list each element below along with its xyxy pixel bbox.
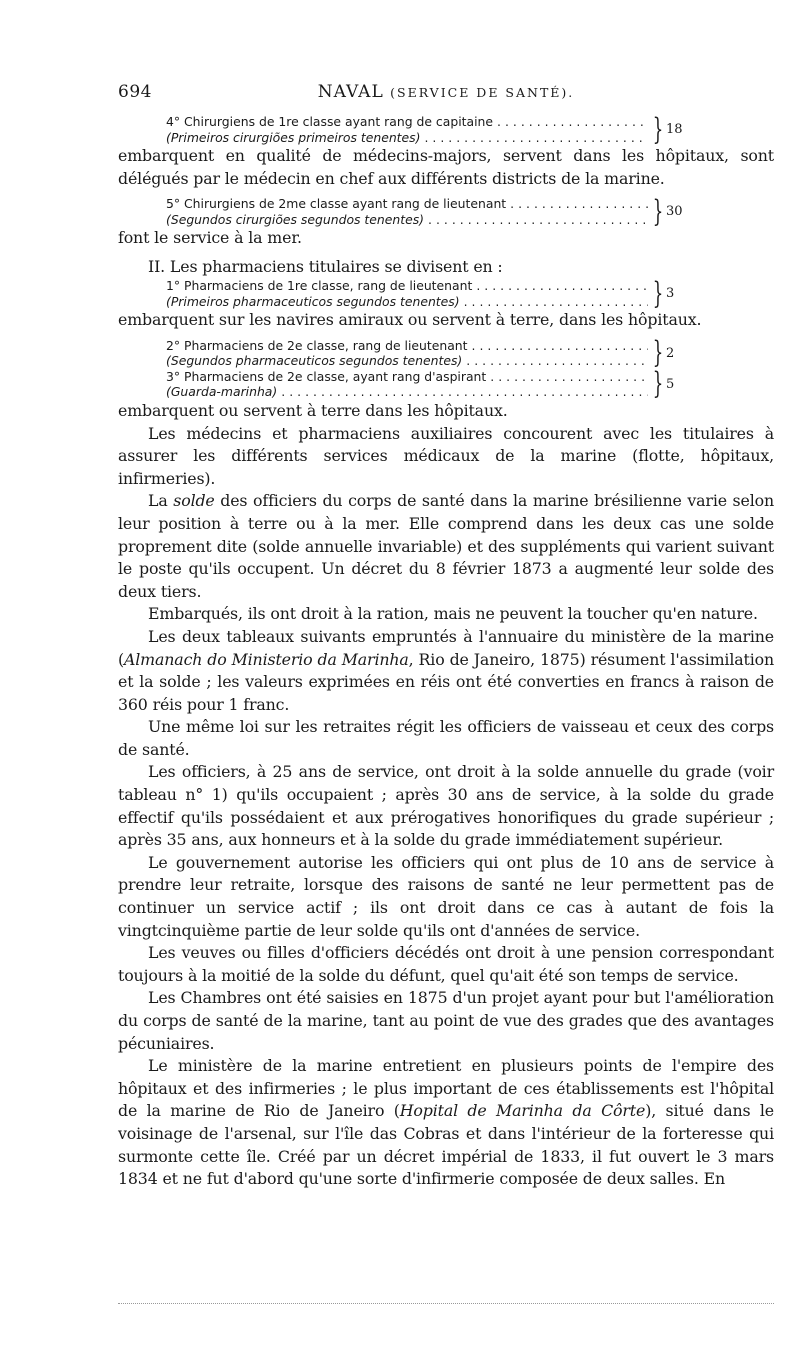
- paragraph: embarquent en qualité de médecins-majors, servent dans les hôpitaux, sont délégués par le médecin en chef aux différents districts de la marine.: [118, 146, 774, 188]
- rank-block-chirurgiens-1re: [166, 111, 774, 147]
- running-title-sub: (SERVICE DE SANTÉ).: [390, 85, 575, 100]
- text-run: Les deux tableaux suivants empruntés à l'annuaire du ministère de la marine (: [118, 626, 774, 669]
- emphasis: solde: [173, 491, 215, 511]
- paragraph: Les officiers, à 25 ans de service, ont droit à la solde annuelle du grade (voir tableau n° 1) qu'ils occupaient ; après 30 ans de service, à la solde du grade effectif qu'ils possédaient et aux prérogatives honorifiques du grade supérieur ; après 35 ans, aux honneurs et à la solde du grade immédiatement supérieur.: [118, 762, 774, 850]
- rank-count: 2: [666, 345, 675, 361]
- text-run: Le ministère de la marine entretient en plusieurs points de l'empire des hôpitaux et des infirmeries ; le plus important de ces établissements est l'hôpital de la marine de Rio de Janeiro (: [118, 1056, 774, 1121]
- rank-line: 3° Pharmaciens de 2e classe, ayant rang d'aspirant: [166, 368, 487, 384]
- paragraph: embarquent sur les navires amiraux ou servent à terre, dans les hôpitaux.: [118, 310, 702, 330]
- rank-line-portuguese: (Primeiros pharmaceuticos segundos tenentes): [166, 293, 460, 309]
- footer-rule: [118, 1303, 774, 1304]
- rank-block-chirurgiens-2me: [166, 193, 774, 229]
- rank-line-portuguese: (Guarda-marinha): [166, 384, 278, 400]
- rank-count: 30: [666, 204, 683, 220]
- rank-line-portuguese: (Primeiros cirurgiões primeiros tenentes): [166, 129, 421, 145]
- rank-block-pharmaciens-2e-lieutenant: [166, 335, 774, 371]
- paragraph: Les veuves ou filles d'officiers décédés ont droit à une pension correspondant toujours à la moitié de la solde du défunt, quel qu'ait été son temps de service.: [118, 943, 774, 985]
- rank-block-pharmaciens-2e-aspirant: [166, 366, 774, 402]
- rank-line-portuguese: (Segundos pharmaceuticos segundos tenentes): [166, 353, 463, 369]
- rank-line-portuguese: (Segundos cirurgiões segundos tenentes): [166, 211, 425, 227]
- paragraph: embarquent ou servent à terre dans les hôpitaux.: [118, 400, 508, 420]
- leader-dots: [428, 212, 648, 228]
- brace: }: [652, 111, 664, 147]
- brace: }: [652, 193, 664, 229]
- leader-dots: [476, 278, 648, 294]
- text-run: , Rio de Janeiro, 1875) résument l'assimilation et la solde ; les valeurs exprimées en réis ont été converties en francs à raison de 360 réis pour 1 franc.: [118, 649, 774, 714]
- brace: }: [652, 366, 664, 402]
- text-run: des officiers du corps de santé dans la marine brésilienne varie selon leur position à terre ou à la mer. Elle comprend dans les deux cas une solde proprement dite (solde annuelle invariable) et des suppléments qui varient suivant le poste qu'ils occupent. Un décret du 8 février 1873 a augmenté leur solde des deux tiers.: [118, 491, 775, 601]
- rank-line: 5° Chirurgiens de 2me classe ayant rang de lieutenant: [166, 196, 507, 212]
- leader-dots: [281, 384, 648, 400]
- leader-dots: [497, 114, 648, 130]
- leader-dots: [424, 130, 648, 146]
- rank-count: 18: [666, 122, 683, 137]
- paragraph: Une même loi sur les retraites régit les officiers de vaisseau et ceux des corps de santé.: [118, 717, 774, 759]
- running-title: [118, 82, 774, 102]
- rank-line: 1° Pharmaciens de 1re classe, rang de lieutenant: [166, 278, 473, 294]
- leader-dots: [472, 338, 648, 354]
- leader-dots: [490, 369, 648, 385]
- hospital-name: Hopital de Marinha da Côrte: [399, 1101, 646, 1121]
- paragraph: font le service à la mer.: [118, 228, 302, 248]
- rank-count: 5: [666, 376, 675, 392]
- rank-line: 2° Pharmaciens de 2e classe, rang de lieutenant: [166, 337, 468, 353]
- document-page: [118, 82, 774, 1191]
- paragraph: Embarqués, ils ont droit à la ration, mais ne peuvent la toucher qu'en nature.: [148, 604, 758, 624]
- rank-count: 3: [666, 286, 675, 302]
- book-title: Almanach do Ministerio da Marinha: [124, 649, 409, 669]
- text-run: ), situé dans le voisinage de l'arsenal, sur l'île das Cobras et dans l'intérieur de la forteresse qui surmonte cette île. Créé par un décret impérial de 1833, il fut ouvert le 3 mars 1834 et ne fut d'abord qu'une sorte d'infirmerie composée de deux salles. En: [118, 1101, 775, 1189]
- section-heading: II. Les pharmaciens titulaires se divisent en :: [148, 256, 503, 276]
- leader-dots: [466, 353, 648, 369]
- paragraph: Le gouvernement autorise les officiers qui ont plus de 10 ans de service à prendre leur retraite, lorsque des raisons de santé ne leur permettent pas de continuer un service actif ; ils ont droit dans ce cas à autant de fois la vingtcinquième partie de leur solde qu'ils ont d'années de service.: [118, 852, 774, 940]
- paragraph: Les Chambres ont été saisies en 1875 d'un projet ayant pour but l'amélioration du corps de santé de la marine, tant au point de vue des grades que des avantages pécuniaires.: [118, 988, 774, 1053]
- leader-dots: [510, 196, 648, 212]
- paragraph: [118, 1055, 774, 1191]
- page-header: [118, 82, 774, 110]
- text-run: La: [148, 491, 174, 511]
- leader-dots: [464, 294, 648, 310]
- running-title-main: NAVAL: [317, 82, 384, 102]
- paragraph: Les médecins et pharmaciens auxiliaires concourent avec les titulaires à assurer les différents services médicaux de la marine (flotte, hôpitaux, infirmeries).: [118, 423, 774, 488]
- paragraph: [118, 626, 774, 716]
- brace: }: [652, 275, 664, 311]
- rank-line: 4° Chirurgiens de 1re classe ayant rang de capitaine: [166, 114, 494, 129]
- rank-block-pharmaciens-1re: [166, 275, 774, 311]
- paragraph: [118, 490, 774, 603]
- brace: }: [652, 335, 664, 371]
- page-number: 694: [118, 82, 152, 102]
